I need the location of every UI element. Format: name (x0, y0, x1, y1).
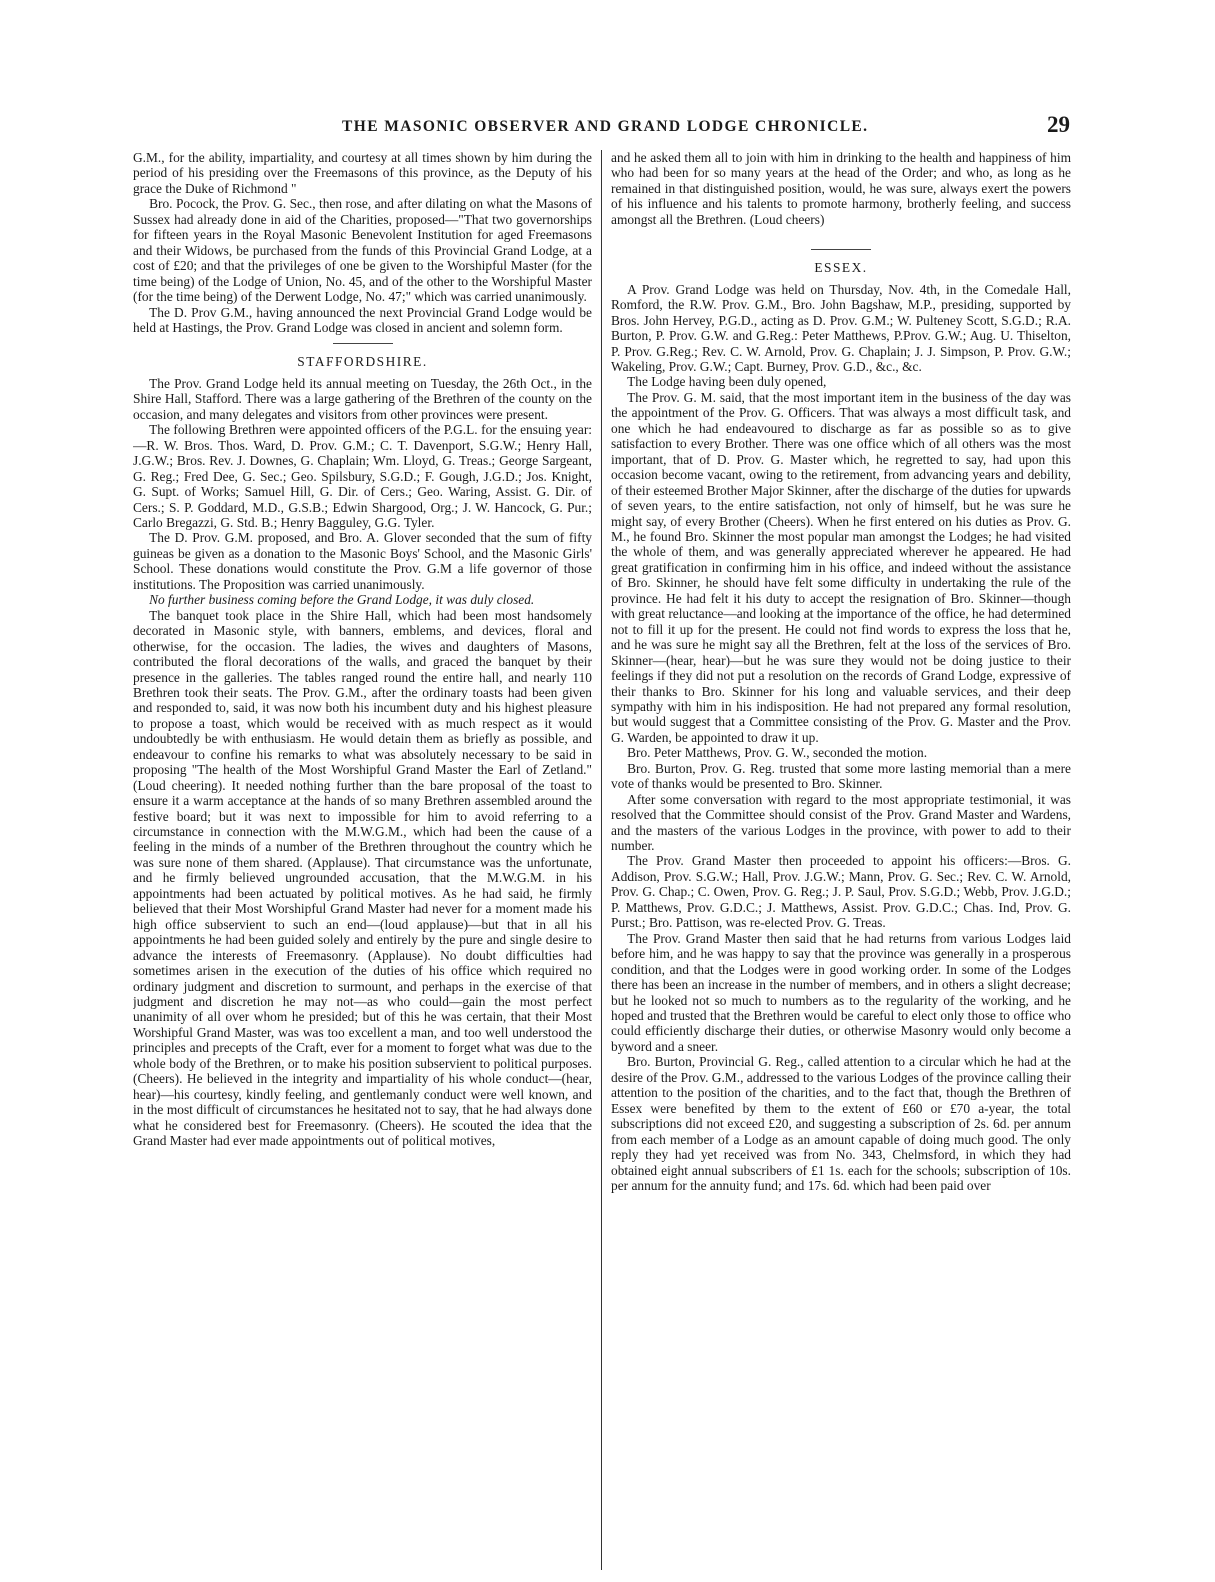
paragraph: The Prov. Grand Master then said that he had returns from various Lodges laid before him, and he was happy to say that the province was generally in a prosperous condition, and that the Lodges were in good working order. In some of the Lodges there has been an increase in the number of members, and in others a slight decrease; but he looked not so much to numbers as to the regularity of the working, and he hoped and trusted that the Brethren would be careful to elect only those to office who could efficiently discharge their duties, or otherwise Masonry would only become a byword and a sneer. (611, 930, 1071, 1054)
paragraph: Bro. Burton, Provincial G. Reg., called attention to a circular which he had at the desire of the Prov. G.M., addressed to the various Lodges of the province calling their attention to the position of the charities, and to the fact that, though the Brethren of Essex were benefited by them to the extent of £60 or £70 a-year, the total subscriptions did not exceed £20, and suggesting a subscription of 2s. 6d. per annum from each member of a Lodge as an amount capable of doing much good. The only reply they had yet received was from No. 343, Chelmsford, in which they had obtained eight annual subscribers of £1 1s. each for the schools; subscription of 10s. per annum for the annuity fund; and 17s. 6d. which had been paid over (611, 1054, 1071, 1193)
section-divider (811, 249, 871, 250)
paragraph: Bro. Peter Matthews, Prov. G. W., seconded the motion. (627, 745, 928, 761)
paragraph: The Prov. Grand Lodge held its annual meeting on Tuesday, the 26th Oct., in the Shire Hall, Stafford. There was a large gathering of the Brethren of the county on the occasion, and many delegates and visitors from other provinces were present. (133, 375, 592, 422)
column-rule (601, 150, 602, 1570)
page-header (132, 112, 1070, 142)
staffordshire-continuation: and he asked them all to join with him in drinking to the health and happiness of him who had been for so many years at the head of the Order; and who, as long as he remained in that distinguished position, would, he was sure, always exert the powers of his influence and his talents to promote harmony, brotherly feeling, and success amongst all the Brethren. (Loud cheers) (611, 150, 1071, 227)
paragraph: The D. Prov G.M., having announced the next Provincial Grand Lodge would be held at Hastings, the Prov. Grand Lodge was closed in ancient and solemn form. (133, 304, 592, 335)
paragraph: No further business coming before the Grand Lodge, it was duly closed. (149, 592, 535, 608)
paragraph: The Lodge having been duly opened, (627, 374, 827, 390)
running-head: THE MASONIC OBSERVER AND GRAND LODGE CHRONICLE. (342, 118, 869, 135)
section-divider (333, 343, 393, 344)
paragraph: Bro. Pocock, the Prov. G. Sec., then rose, and after dilating on what the Masons of Sussex had already done in aid of the Charities, proposed—"That two governorships for fifteen years in the Royal Masonic Benevolent Institution for aged Freemasons and their Widows, be purchased from the funds of this Provincial Grand Lodge, at a cost of £20; and that the privileges of one be given to the Worshipful Master (for the time being) of the Lodge of Union, No. 45, and of the other to the Worshipful Master (for the time being) of the Derwent Lodge, No. 47;" which was carried unanimously. (133, 196, 592, 305)
paragraph: The Prov. G. M. said, that the most important item in the business of the day was the appointment of the Prov. G. Officers. That was always a most difficult task, and one which he had endeavoured to discharge as far as possible so as to give satisfaction to every Brother. There was one office which of all others was the most important, that of D. Prov. G. Master which, he regretted to say, had upon this occasion become vacant, owing to the retirement, from advancing years and debility, of their esteemed Brother Major Skinner, after the discharge of the duties for upwards of seven years, to the entire satisfaction, not only of himself, but he was sure he might say, of every Brother (Cheers). When he first entered on his duties as Prov. G. M., he found Bro. Skinner the most popular man amongst the Lodges; he had visited the whole of them, and was generally appreciated wherever he appeared. He had great gratification in confirming him in his office, and indeed without the assistance of Bro. Skinner, he should have felt some difficulty in undertaking the rule of the province. He had felt it his duty to accept the resignation of Bro. Skinner—though with great reluctance—and looking at the importance of the office, he had determined not to fill it up for the present. He could not find words to express the loss that he, and he was sure he might say all the Brethren, felt at the loss of the services of Bro. Skinner—(hear, hear)—but he was sure they would not be doing justice to their feelings if they did not put a resolution on the records of Grand Lodge, expressive of their thanks to Bro. Skinner for his long and valuable services, and their deep sympathy with him in his indisposition. He had not prepared any formal resolution, but would suggest that a Committee consisting of the Prov. G. Master and the Prov. G. Warden, be appointed to draw it up. (611, 389, 1071, 745)
paragraph: The banquet took place in the Shire Hall, which had been most handsomely decorated in Masonic style, with banners, emblems, and devices, floral and otherwise, for the occasion. The ladies, the wives and daughters of Masons, contributed the floral decorations of the walls, and graced the banquet by their presence in the galleries. The tables ranged round the entire hall, and nearly 110 Brethren took their seats. The Prov. G.M., after the ordinary toasts had been given and responded to, said, it was now both his incumbent duty and his highest pleasure to propose a toast, which would be received with as much respect as it would undoubtedly be with enthusiasm. He would detain them as briefly as possible, and endeavour to confine his remarks to what was absolutely necessary to be said in proposing "The health of the Most Worshipful Grand Master the Earl of Zetland." (Loud cheering). It needed nothing further than the bare proposal of the toast to ensure it a warm acceptance at the hands of so many Brethren assembled around the festive board; but it was next to impossible for him to avoid referring to a circumstance in connection with the M.W.G.M., which had been the cause of a feeling in the minds of a number of the Brethren throughout the country which he was sure none of them shared. (Applause). That circumstance was the unfortunate, and he firmly believed ungrounded accusation, that the M.W.G.M. in his appointments had been actuated by political motives. As he had said, he firmly believed that their Most Worshipful Grand Master had never for a moment made his high office subservient to such an end—(loud applause)—but that in all his appointments he had been guided solely and entirely by the pure and single desire to advance the interests of Freemasonry. (Applause). No doubt difficulties had sometimes arisen in the execution of the duties of his office which required no ordinary judgment and discretion to surmount, and perhaps in the exercise of that judgment and discretion he may not—as who could—gain the most perfect unanimity of all over whom he presided; but of this he was certain, that their Most Worshipful Grand Master, was was too excellent a man, and too well understood the principles and precepts of the Craft, ever for a moment to forget what was due to the whole body of the Brethren, or to make his position subservient to political purposes. (Cheers). He believed in the integrity and impartiality of his whole conduct—(hear, hear)—his courtesy, kindly feeling, and gentlemanly conduct were well known, and in the most difficult of circumstances he hesitated not to say, that he had always done what he considered best for Freemasonry. (Cheers). He scouted the idea that the Grand Master had ever made appointments out of political motives, (133, 607, 592, 1149)
paragraph: The D. Prov. G.M. proposed, and Bro. A. Glover seconded that the sum of fifty guineas be given as a donation to the Masonic Boys' School, and the Masonic Girls' School. These donations would constitute the Prov. G.M a life governor of those institutions. The Proposition was carried unanimously. (133, 530, 592, 592)
paragraph: A Prov. Grand Lodge was held on Thursday, Nov. 4th, in the Comedale Hall, Romford, the R.W. Prov. G.M., Bro. John Bagshaw, M.P., presiding, supported by Bros. John Hervey, P.G.D., acting as D. Prov. G.M.; W. Pulteney Scott, S.G.D.; R.A. Burton, P. Prov. G.W. and G.Reg.: Peter Matthews, P.Prov. G.W.; Aug. U. Thiselton, P. Prov. G.Reg.; Rev. C. W. Arnold, Prov. G. Chaplain; J. J. Simpson, P. Prov. G.W.; Wakeling, Prov. G.W.; Capt. Burney, Prov. G.D., &c., &c. (611, 281, 1071, 374)
section-heading-essex: ESSEX. (814, 260, 868, 276)
sussex-continuation: G.M., for the ability, impartiality, and courtesy at all times shown by him during the period of his presiding over the Freemasons of this province, as the Deputy of his grace the Duke of Richmond " (133, 150, 592, 196)
page-number: 29 (1047, 112, 1070, 137)
paragraph: After some conversation with regard to the most appropriate testimonial, it was resolved that the Committee should consist of the Prov. Grand Master and Wardens, and the masters of the various Lodges in the province, with power to add to their number. (611, 791, 1071, 854)
paragraph: Bro. Burton, Prov. G. Reg. trusted that some more lasting memorial than a mere vote of thanks would be presented to Bro. Skinner. (611, 760, 1071, 792)
right-column (611, 150, 1071, 1570)
left-column (133, 150, 592, 1570)
paragraph: The Prov. Grand Master then proceeded to appoint his officers:—Bros. G. Addison, Prov. S.G.W.; Hall, Prov. J.G.W.; Mann, Prov. G. Sec.; Rev. C. W. Arnold, Prov. G. Chap.; C. Owen, Prov. G. Reg.; J. P. Saul, Prov. S.G.D.; Webb, Prov. J.G.D.; P. Matthews, Prov. G.D.C.; J. Matthews, Assist. Prov. G.D.C.; Chas. Ind, Prov. G. Purst.; Bro. Pattison, was re-elected Prov. G. Treas. (611, 853, 1071, 931)
paragraph: The following Brethren were appointed officers of the P.G.L. for the ensuing year:—R. W. Bros. Thos. Ward, D. Prov. G.M.; C. T. Davenport, S.G.W.; Henry Hall, J.G.W.; Bros. Rev. J. Downes, G. Chaplain; Wm. Lloyd, G. Treas.; George Sargeant, G. Reg.; Fred Dee, G. Sec.; Geo. Spilsbury, S.G.D.; F. Gough, J.G.D.; Jos. Knight, G. Supt. of Works; Samuel Hill, G. Dir. of Cers.; Geo. Waring, Assist. G. Dir. of Cers.; S. P. Goddard, M.D., G.S.B.; Edwin Shargood, Org.; J. W. Hancock, G. Pur.; Carlo Bregazzi, G. Std. B.; Henry Bagguley, G.G. Tyler. (133, 422, 592, 530)
section-heading-staffordshire: STAFFORDSHIRE. (297, 354, 428, 370)
